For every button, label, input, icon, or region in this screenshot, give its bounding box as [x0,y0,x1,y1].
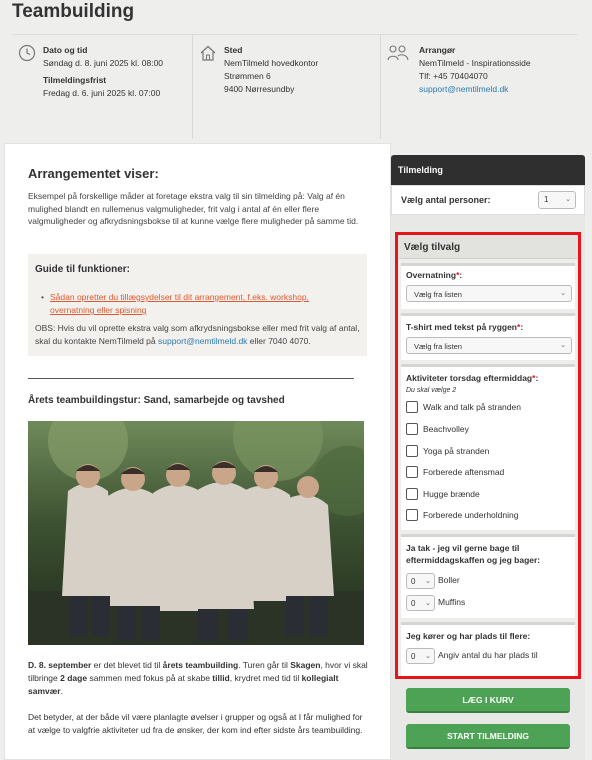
event-description-card [4,143,391,760]
checkbox[interactable] [406,423,418,435]
guide-title: Guide til funktioner: [35,264,130,275]
tilvalg-panel [395,232,581,679]
tshirt-section [401,313,575,360]
organizer-email-link[interactable]: support@nemtilmeld.dk [419,84,509,94]
event-info-bar [12,34,577,138]
description-intro: Eksempel på forskellige måder at foretage ekstra valg til sin tilmelding på: Valg af én mulighed blandt en rullemenus valgmuligheder, frit valg i antal af én eller flere valgmuligheder og afkrydsningsbokse til at kunne vælge flere muligheder på samme tid. [28,191,359,227]
date-label: Dato og tid [43,45,88,55]
persons-row [391,185,585,215]
trip-paragraph-1: D. 8. september er det blevet tid til årets teambuilding. Turen går til Skagen, hvor vi skal tilbringe 2 dage sammen med fokus på at skabe tillid, krydret med tid til kollegialt samvær. [28,660,368,696]
overnatning-label: Overnatning*: [406,270,463,280]
chevron-down-icon: ⌄ [560,342,566,349]
tshirt-label: T-shirt med tekst på ryggen*: [406,322,524,332]
guide-email-link[interactable]: support@nemtilmeld.dk [158,336,248,346]
koerer-section: Jeg kører og har plads til flere: 0 ⌄ Angiv antal du har plads til [401,622,575,676]
bullet-icon: • [41,292,44,302]
info-organizer-column [380,35,577,139]
chevron-down-icon: ⌄ [425,600,431,607]
page-title: Teambuilding [12,1,135,22]
info-place-column [192,35,380,139]
chevron-down-icon: ⌄ [565,196,571,203]
bage-section: Ja tak - jeg vil gerne bage til eftermiddagskaffen og jeg bager: 0 ⌄ Boller 0 ⌄ Muffins [401,534,575,618]
tilvalg-title: Vælg tilvalg [398,235,578,259]
overnatning-select[interactable]: Vælg fra listen ⌄ [406,285,572,302]
guide-link[interactable]: Sådan opretter du tillægsydelser til dit arrangement, f.eks. workshop, overnatning eller spisning [50,292,309,315]
overnatning-section [401,263,575,309]
tshirt-select[interactable]: Vælg fra listen ⌄ [406,337,572,354]
organizer-phone: Tlf: +45 70404070 [419,71,488,81]
muffins-quantity-select[interactable]: 0 ⌄ [406,595,435,611]
trip-paragraph-2: Det betyder, at der både vil være planlagte øvelser i grupper og også at I får mulighed for at vælge to valgfrie aktiviteter ud fra de ønsker, der kom ind efter sidste års teambuilding. [28,712,363,735]
house-icon [199,44,217,62]
deadline-label: Tilmeldingsfrist [43,75,107,85]
persons-select[interactable]: 1 ⌄ [538,191,576,209]
team-photo [28,421,364,645]
place-label: Sted [224,45,243,55]
chevron-down-icon: ⌄ [560,290,566,297]
start-registration-button[interactable]: START TILMELDING [406,724,570,749]
chevron-down-icon: ⌄ [425,653,431,660]
place-line3: 9400 Nørresundby [224,84,295,94]
trip-heading: Årets teambuildingstur: Sand, samarbejde og tavshed [28,395,285,406]
checkbox[interactable] [406,466,418,478]
checkbox[interactable] [406,401,418,413]
organizer-name: NemTilmeld - Inspirationsside [419,58,531,68]
bage-label: Ja tak - jeg vil gerne bage til eftermiddagskaffen og jeg bager: [406,543,541,565]
registration-header: Tilmelding [391,155,585,185]
boller-quantity-select[interactable]: 0 ⌄ [406,573,435,589]
aktiviteter-label: Aktiviteter torsdag eftermiddag*: [406,373,539,383]
place-line2: Strømmen 6 [224,71,271,81]
chevron-down-icon: ⌄ [425,578,431,585]
checkbox[interactable] [406,488,418,500]
persons-label: Vælg antal personer: [401,195,491,205]
checkbox[interactable] [406,509,418,521]
aktiviteter-hint: Du skal vælge 2 [406,387,457,394]
clock-icon [18,44,36,62]
deadline-value: Fredag d. 6. juni 2025 kl. 07:00 [43,88,161,98]
add-to-cart-button[interactable]: LÆG I KURV [406,688,570,713]
info-date-column [12,35,192,139]
koerer-label: Jeg kører og har plads til flere: [406,631,531,641]
aktiviteter-section: Aktiviteter torsdag eftermiddag*: Du skal vælge 2 Walk and talk på stranden Beachvolley Yoga på stranden Forberede aftensmad Hugge brænde Forberede underholdning [401,364,575,530]
divider [28,378,354,379]
guide-obs-text: OBS: Hvis du vil oprette ekstra valg som afkrydsningsbokse eller med frit valg af antal, skal du kontakte NemTilmeld på support@nemtilmeld.dk eller 7040 4070. [35,323,360,346]
checkbox[interactable] [406,445,418,457]
organizer-label: Arrangør [419,45,456,55]
place-line1: NemTilmeld hovedkontor [224,58,319,68]
koerer-quantity-select[interactable]: 0 ⌄ [406,648,435,664]
description-heading: Arrangementet viser: [28,166,159,181]
registration-sidebar [391,155,585,760]
guide-box [28,254,367,356]
people-icon [387,44,409,62]
date-value: Søndag d. 8. juni 2025 kl. 08:00 [43,58,164,68]
